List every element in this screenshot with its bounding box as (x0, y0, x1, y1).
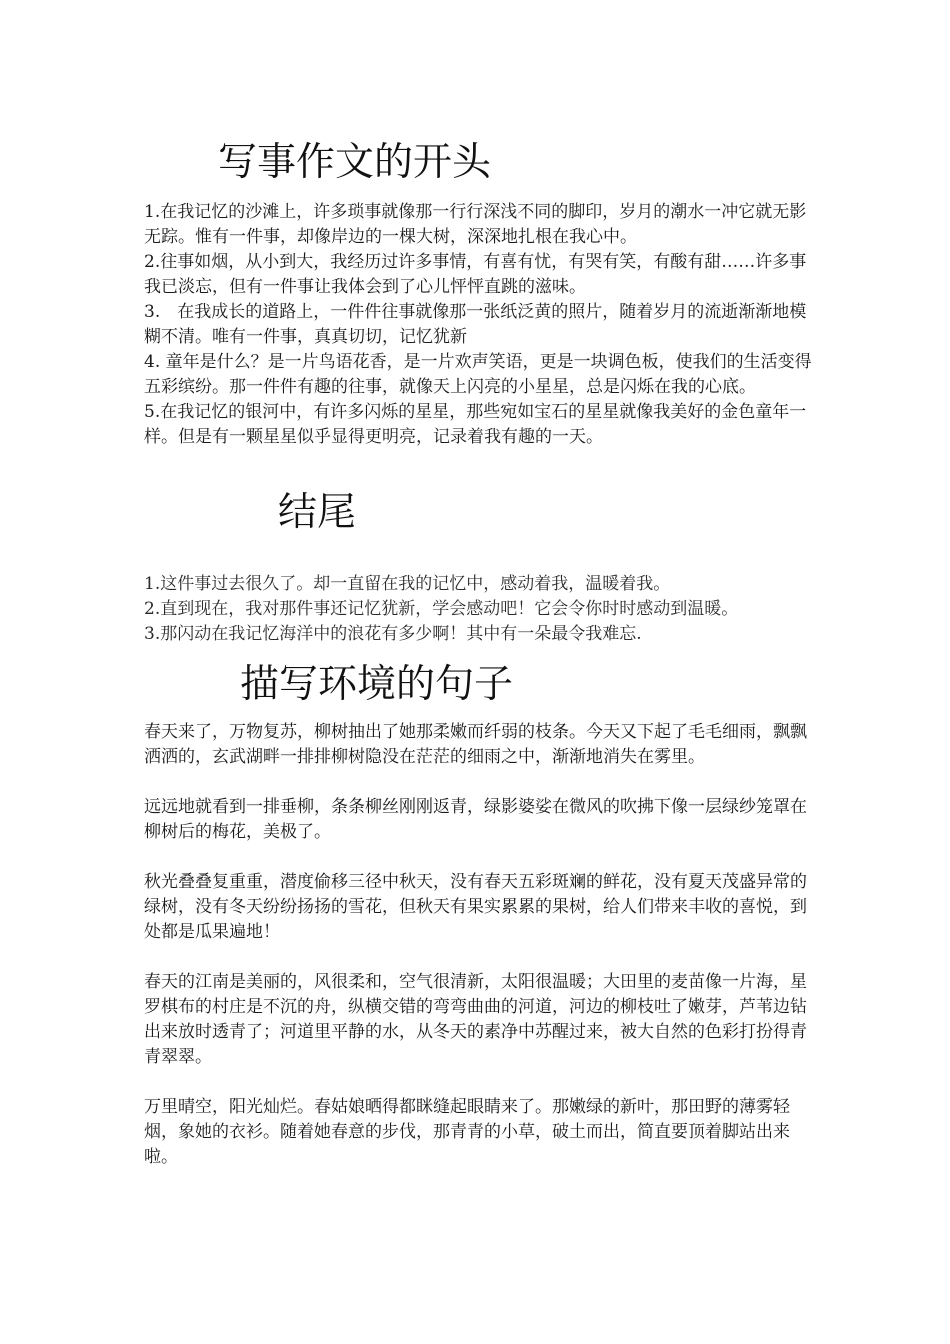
heading-environment-sentences: 描写环境的句子 (240, 662, 514, 707)
environment-paragraph-5: 万里晴空，阳光灿烂。春姑娘晒得都眯缝起眼睛来了。那嫩绿的新叶，那田野的薄雾轻烟，象她的衣衫。随着她春意的步伐，那青青的小草，破土而出，简直要顶着脚站出来啦。 (144, 1097, 790, 1167)
endings-list (144, 572, 816, 647)
opening-item-4: 4. 童年是什么？是一片鸟语花香，是一片欢声笑语，更是一块调色板，使我们的生活变得五彩缤纷。那一件件有趣的往事，就像天上闪亮的小星星，总是闪烁在我的心底。 (144, 352, 812, 397)
opening-item-3: 3. 在我成长的道路上，一件件往事就像那一张纸泛黄的照片，随着岁月的流逝渐渐地模糊不清。唯有一件事，真真切切，记忆犹新 (144, 302, 807, 347)
heading-endings: 结尾 (278, 490, 357, 535)
environment-paragraph-2: 远远地就看到一排垂柳，条条柳丝刚刚返青，绿影婆娑在微风的吹拂下像一层绿纱笼罩在柳树后的梅花，美极了。 (144, 797, 807, 842)
environment-paragraphs (144, 720, 816, 1170)
ending-item-2: 2.直到现在，我对那件事还记忆犹新，学会感动吧！它会令你时时感动到温暖。 (144, 599, 739, 619)
opening-item-5: 5.在我记忆的银河中，有许多闪烁的星星，那些宛如宝石的星星就像我美好的金色童年一样。但是有一颗星星似乎显得更明亮，记录着我有趣的一天。 (144, 402, 807, 447)
opening-item-2: 2.往事如烟，从小到大，我经历过许多事情，有喜有忧，有哭有笑，有酸有甜……许多事我已淡忘，但有一件事让我体会到了心儿怦怦直跳的滋味。 (144, 252, 807, 297)
ending-item-3: 3.那闪动在我记忆海洋中的浪花有多少啊！其中有一朵最令我难忘. (144, 624, 642, 644)
environment-paragraph-3: 秋光叠叠复重重，潜度偷移三径中秋天，没有春天五彩斑斓的鲜花，没有夏天茂盛异常的绿树，没有冬天纷纷扬扬的雪花，但秋天有果实累累的果树，给人们带来丰收的喜悦，到处都是瓜果遍地！ (144, 872, 807, 942)
environment-paragraph-1: 春天来了，万物复苏，柳树抽出了她那柔嫩而纤弱的枝条。今天又下起了毛毛细雨，飘飘洒洒的，玄武湖畔一排排柳树隐没在茫茫的细雨之中，渐渐地消失在雾里。 (144, 722, 807, 767)
opening-item-1: 1.在我记忆的沙滩上，许多琐事就像那一行行深浅不同的脚印，岁月的潮水一冲它就无影无踪。惟有一件事，却像岸边的一棵大树，深深地扎根在我心中。 (144, 202, 807, 247)
openings-list (144, 200, 816, 450)
heading-essay-openings: 写事作文的开头 (218, 140, 492, 185)
environment-paragraph-4: 春天的江南是美丽的，风很柔和，空气很清新，太阳很温暖；大田里的麦苗像一片海，星罗棋布的村庄是不沉的舟，纵横交错的弯弯曲曲的河道，河边的柳枝吐了嫩芽，芦苇边钻出来放时透青了；河道里平静的水，从冬天的素净中苏醒过来，被大自然的色彩打扮得青青翠翠。 (144, 972, 807, 1067)
ending-item-1: 1.这件事过去很久了。却一直留在我的记忆中，感动着我，温暖着我。 (144, 574, 671, 594)
